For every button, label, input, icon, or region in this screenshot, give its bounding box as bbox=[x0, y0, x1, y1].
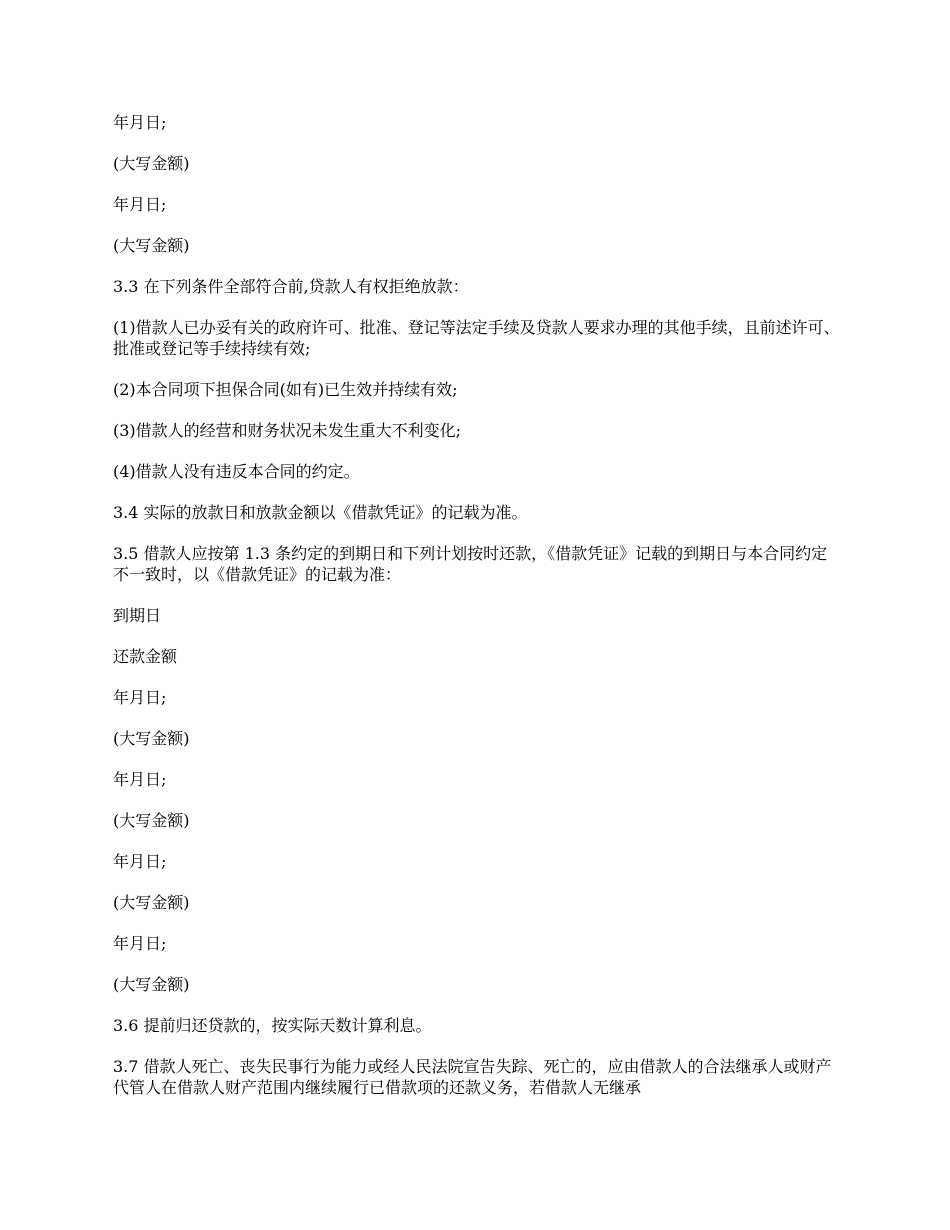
condition-3: (3)借款人的经营和财务状况未发生重大不利变化; bbox=[113, 421, 462, 440]
clause-3-3: 3.3 在下列条件全部符合前,贷款人有权拒绝放款： bbox=[113, 277, 469, 296]
schedule-date-2: 年月日; bbox=[113, 770, 167, 789]
schedule-header-due-date: 到期日 bbox=[113, 606, 162, 625]
schedule-date-3: 年月日; bbox=[113, 852, 167, 871]
schedule-amount-3: (大写金额) bbox=[113, 893, 190, 912]
schedule-header-amount: 还款金额 bbox=[113, 647, 178, 666]
schedule-date-1: 年月日; bbox=[113, 688, 167, 707]
clause-3-5: 3.5 借款人应按第 1.3 条约定的到期日和下列计划按时还款，《借款凭证》记载的到期日与本合同约定不一致时，以《借款凭证》的记载为准： bbox=[113, 544, 828, 584]
schedule-date-4: 年月日; bbox=[113, 934, 167, 953]
clause-3-4: 3.4 实际的放款日和放款金额以《借款凭证》的记载为准。 bbox=[113, 503, 528, 522]
amount-line-1: (大写金额) bbox=[113, 154, 190, 173]
clause-3-7: 3.7 借款人死亡、丧失民事行为能力或经人民法院宣告失踪、死亡的，应由借款人的合法继承人或财产代管人在借款人财产范围内继续履行已借款项的还款义务，若借款人无继承 bbox=[113, 1057, 832, 1097]
condition-2: (2)本合同项下担保合同(如有)已生效并持续有效; bbox=[113, 380, 458, 399]
clause-3-6: 3.6 提前归还贷款的，按实际天数计算利息。 bbox=[113, 1016, 432, 1035]
date-line-1: 年月日; bbox=[113, 113, 167, 132]
amount-line-2: (大写金额) bbox=[113, 236, 190, 255]
schedule-amount-4: (大写金额) bbox=[113, 975, 190, 994]
date-line-2: 年月日; bbox=[113, 195, 167, 214]
condition-1: (1)借款人已办妥有关的政府许可、批准、登记等法定手续及贷款人要求办理的其他手续，且前述许可、批准或登记等手续持续有效; bbox=[113, 318, 840, 358]
schedule-amount-2: (大写金额) bbox=[113, 811, 190, 830]
document-body bbox=[113, 112, 843, 1118]
condition-4: (4)借款人没有违反本合同的约定。 bbox=[113, 462, 360, 481]
schedule-amount-1: (大写金额) bbox=[113, 729, 190, 748]
